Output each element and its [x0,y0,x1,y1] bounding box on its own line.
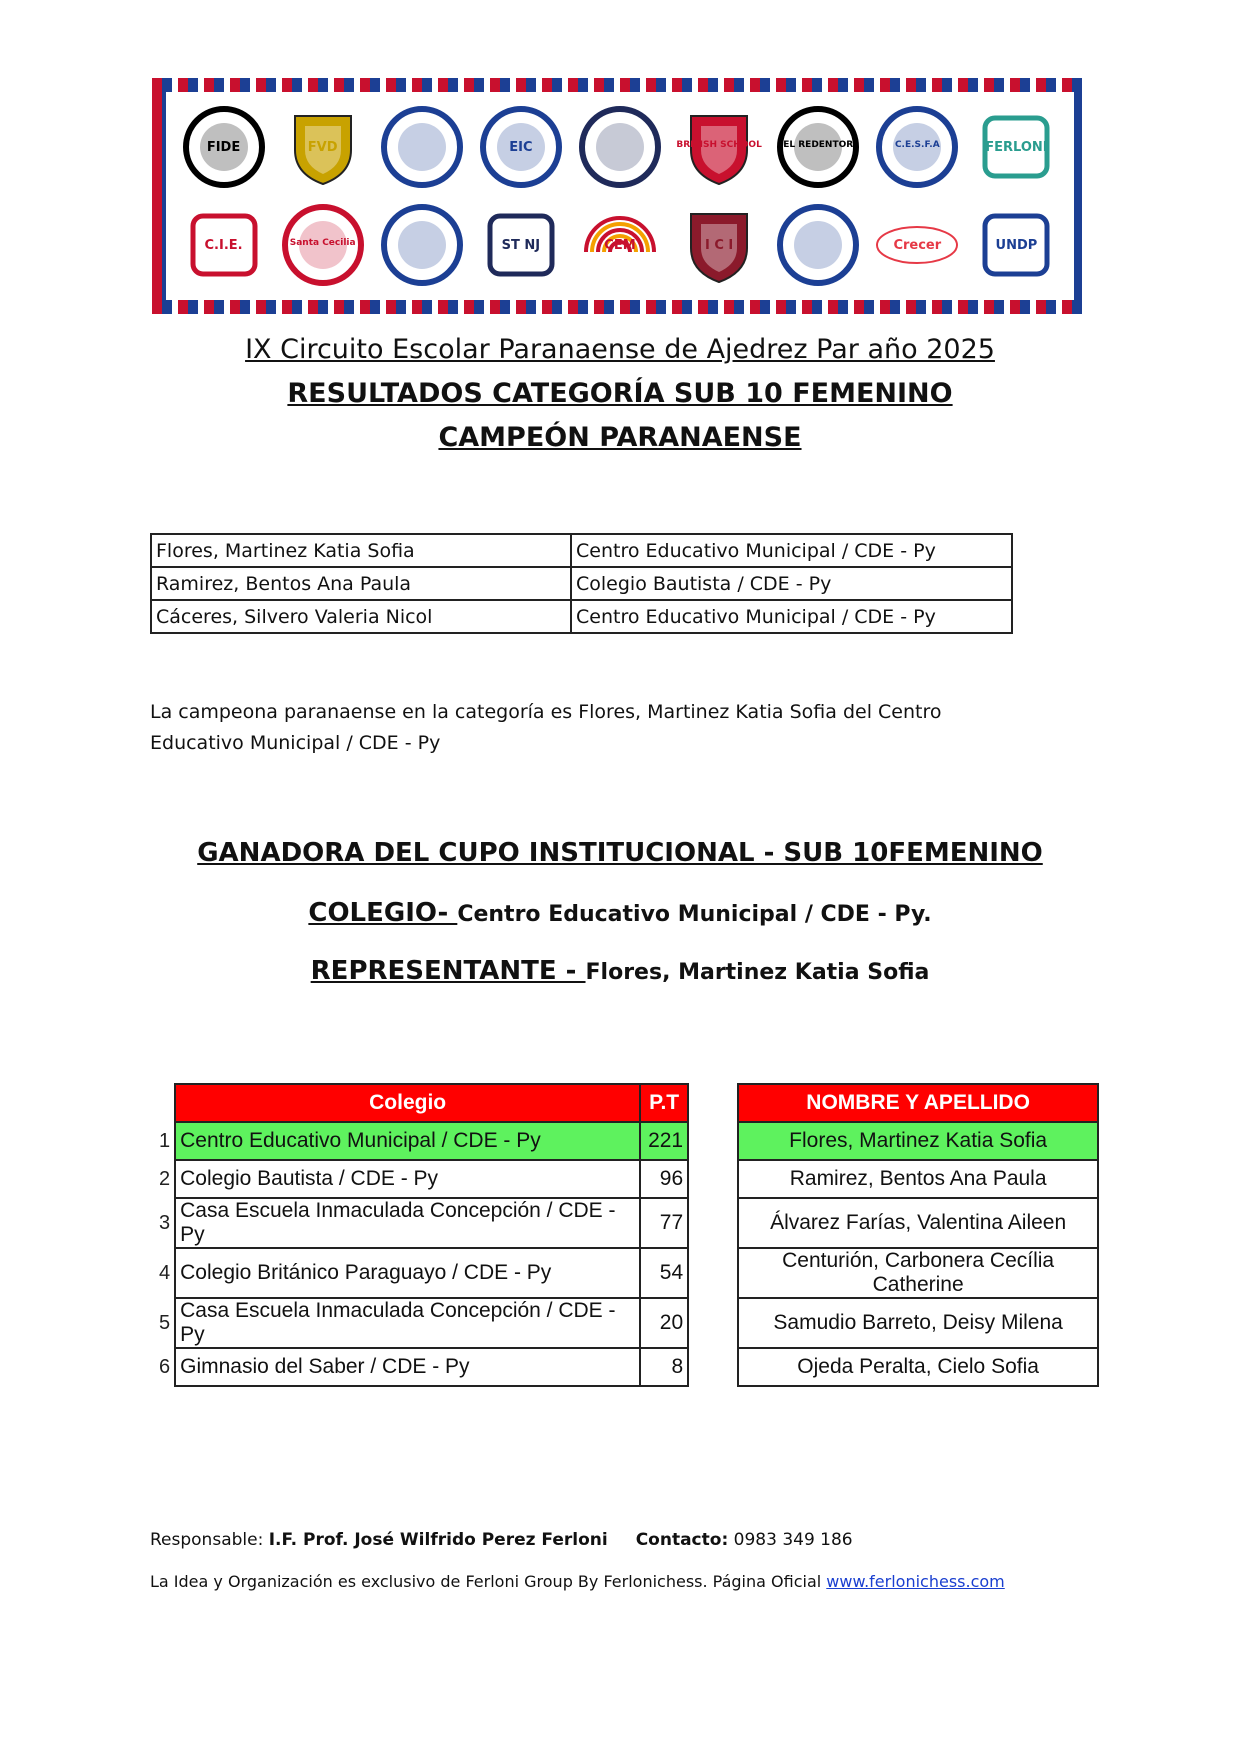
el-redentor-logo: EL REDENTOR [775,104,861,190]
british-school-logo: BRITISH SCHOOL [676,104,762,190]
podium-row [151,600,1012,633]
category-title: RESULTADOS CATEGORÍA SUB 10 FEMENINO [287,378,953,409]
row-gap [688,1248,738,1298]
row-pt: 221 [640,1122,688,1160]
table-row [155,1198,1098,1248]
row-pt: 96 [640,1160,688,1198]
table-row [155,1160,1098,1198]
stnj-logo: ST NJ [478,202,564,288]
row-number: 4 [159,1261,171,1284]
fvd-logo: FVD [280,104,366,190]
fide-logo: FIDE [181,104,267,190]
ferlonichess-logo [577,104,663,190]
row-colegio: Colegio Bautista / CDE - Py [175,1160,640,1198]
representante-value: Flores, Martinez Katia Sofia [585,960,930,985]
cem-logo: CEM [577,202,663,288]
colegio-label: COLEGIO- [308,898,458,928]
santa-cecilia-logo: Santa Cecilia [280,202,366,288]
row-colegio: Centro Educativo Municipal / CDE - Py [175,1122,640,1160]
row-colegio: Colegio Británico Paraguayo / CDE - Py [175,1248,640,1298]
logos-banner [152,78,1088,314]
row-gap [688,1198,738,1248]
ici-logo: I C I [676,202,762,288]
circuit-title: IX Circuito Escolar Paranaense de Ajedrez Par año 2025 [245,334,995,365]
cupo-representante [150,956,1090,986]
podium-row [151,534,1012,567]
header-colegio: Colegio [175,1084,640,1122]
juan-pablo-logo [379,104,465,190]
header-pt: P.T [640,1084,688,1122]
eic-logo: EIC [478,104,564,190]
champion-paragraph: La campeona paranaense en la categoría es Flores, Martinez Katia Sofia del Centro Educativo Municipal / CDE - Py [150,701,942,754]
table-row [155,1248,1098,1298]
row-pt: 54 [640,1248,688,1298]
podium-name: Cáceres, Silvero Valeria Nicol [151,600,571,633]
podium-name: Flores, Martinez Katia Sofia [151,534,571,567]
row-gap [688,1298,738,1348]
page-titles [150,328,1090,460]
footer-responsable [150,1530,853,1550]
row-number: 3 [159,1211,171,1234]
organization-text: La Idea y Organización es exclusivo de Ferloni Group By Ferlonichess. Página Oficial [150,1572,827,1591]
podium-table [150,533,1013,634]
row-colegio: Gimnasio del Saber / CDE - Py [175,1348,640,1386]
row-number: 6 [159,1355,171,1378]
row-nombre: Samudio Barreto, Deisy Milena [738,1298,1098,1348]
ferloni-group-logo: FERLONI [973,104,1059,190]
row-colegio: Casa Escuela Inmaculada Concepción / CDE - Py [175,1298,640,1348]
responsable-label: Responsable: [150,1530,269,1550]
row-nombre: Flores, Martinez Katia Sofia [738,1122,1098,1160]
row-gap [688,1160,738,1198]
header-blank [155,1084,175,1122]
responsable-value: I.F. Prof. José Wilfrido Perez Ferloni [268,1530,608,1550]
undp-logo: UNDP [973,202,1059,288]
cie-logo: C.I.E. [181,202,267,288]
row-pt: 20 [640,1298,688,1348]
footer-organization [150,1572,1005,1591]
row-pt: 77 [640,1198,688,1248]
results-table [155,1083,1099,1387]
cesfa-logo: C.E.S.F.A [874,104,960,190]
colegio-value: Centro Educativo Municipal / CDE - Py. [457,902,932,927]
table-row [155,1348,1098,1386]
cupo-colegio [150,898,1090,928]
official-site-link[interactable]: www.ferlonichess.com [826,1572,1005,1591]
row-number: 5 [159,1311,171,1334]
row-colegio: Casa Escuela Inmaculada Concepción / CDE - Py [175,1198,640,1248]
contact-label: Contacto: [635,1530,729,1550]
results-section [155,1083,1099,1387]
row-number: 1 [159,1129,171,1152]
colegio-crecer-logo [379,202,465,288]
row-pt: 8 [640,1348,688,1386]
table-row [155,1122,1098,1160]
champion-title: CAMPEÓN PARANAENSE [438,422,802,453]
row-nombre: Álvarez Farías, Valentina Aileen [738,1198,1098,1248]
podium-row [151,567,1012,600]
cupo-section [150,838,1090,868]
representante-label: REPRESENTANTE - [310,956,586,986]
contact-value: 0983 349 186 [728,1530,853,1550]
podium-school: Centro Educativo Municipal / CDE - Py [571,600,1012,633]
row-gap [688,1348,738,1386]
table-row [155,1298,1098,1348]
row-nombre: Centurión, Carbonera Cecília Catherine [738,1248,1098,1298]
row-number: 2 [159,1167,171,1190]
podium-name: Ramirez, Bentos Ana Paula [151,567,571,600]
row-gap [688,1122,738,1160]
podium-school: Colegio Bautista / CDE - Py [571,567,1012,600]
header-nombre: NOMBRE Y APELLIDO [738,1084,1098,1122]
row-nombre: Ojeda Peralta, Cielo Sofia [738,1348,1098,1386]
santa-rita-logo [775,202,861,288]
crecer-logo: Crecer [874,202,960,288]
row-nombre: Ramirez, Bentos Ana Paula [738,1160,1098,1198]
cupo-title: GANADORA DEL CUPO INSTITUCIONAL - SUB 10FEMENINO [197,838,1043,868]
podium-school: Centro Educativo Municipal / CDE - Py [571,534,1012,567]
header-gap [688,1084,738,1122]
results-header-row [155,1084,1098,1122]
